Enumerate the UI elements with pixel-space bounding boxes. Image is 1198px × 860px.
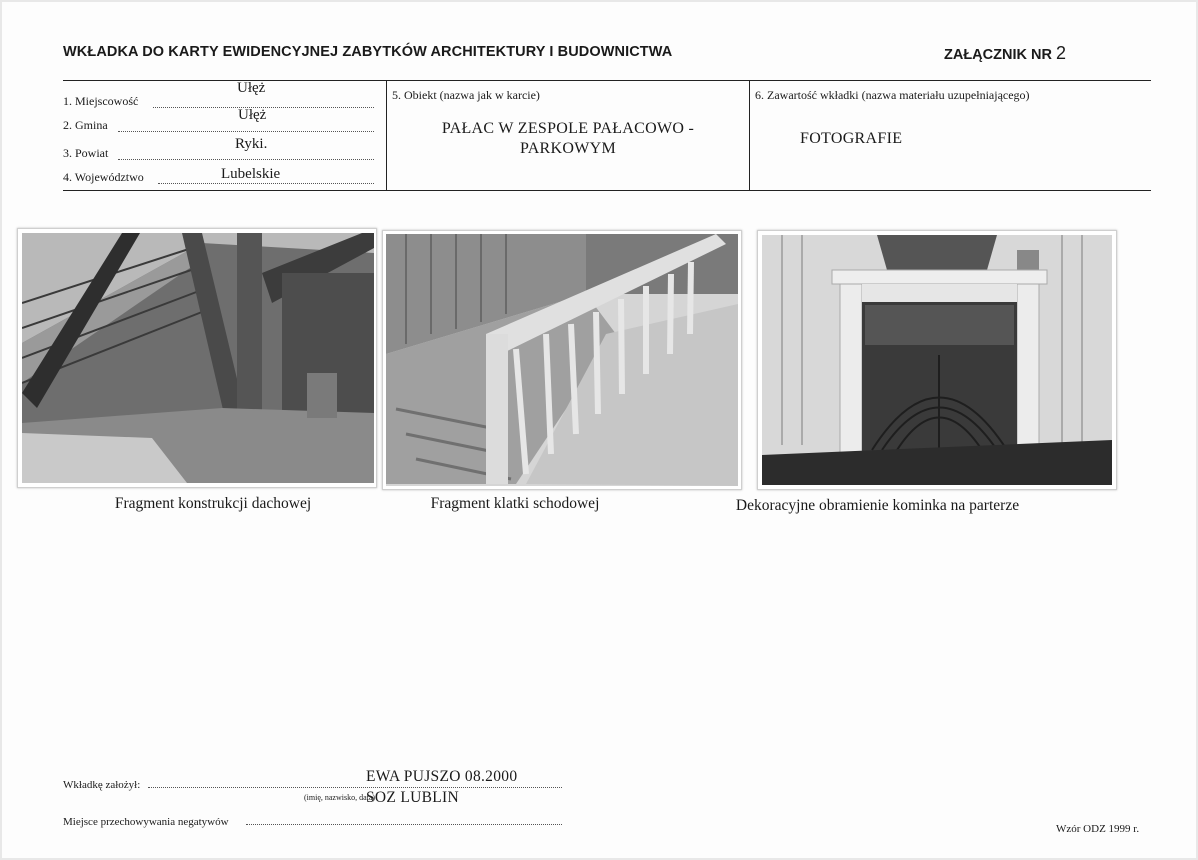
annex-label-text: ZAŁĄCZNIK NR bbox=[944, 47, 1052, 63]
commune-value: Ułęż bbox=[238, 107, 267, 123]
negatives-label: Miejsce przechowywania negatywów bbox=[63, 816, 229, 828]
photo-3-caption: Dekoracyjne obramienie kominka na parterze bbox=[735, 497, 1020, 514]
voivodeship-label: 4. Województwo bbox=[63, 170, 144, 184]
commune-row bbox=[63, 107, 374, 135]
locality-value: Ułęż bbox=[237, 80, 266, 96]
negatives-dots bbox=[246, 824, 562, 825]
object-name-line1: PAŁAC W ZESPOLE PAŁACOWO - bbox=[441, 120, 695, 137]
form-bottom-rule bbox=[63, 190, 1151, 191]
fireplace-photo-image bbox=[762, 235, 1112, 485]
voivodeship-dots bbox=[158, 183, 374, 184]
form-divider-1 bbox=[386, 80, 387, 191]
photo-2-caption: Fragment klatki schodowej bbox=[430, 495, 600, 512]
commune-label: 2. Gmina bbox=[63, 118, 108, 132]
staircase-photo-image bbox=[386, 234, 738, 486]
county-value: Ryki. bbox=[235, 136, 268, 152]
county-row bbox=[63, 136, 374, 163]
voivodeship-row bbox=[63, 167, 374, 187]
created-by-dots bbox=[148, 787, 562, 788]
county-dots bbox=[118, 159, 374, 160]
locality-label: 1. Miejscowość bbox=[63, 94, 139, 108]
commune-dots bbox=[118, 131, 374, 132]
created-by-label: Wkładkę założył: bbox=[63, 779, 141, 791]
photo-1-caption: Fragment konstrukcji dachowej bbox=[114, 495, 312, 512]
object-label: 5. Obiekt (nazwa jak w karcie) bbox=[392, 88, 540, 102]
contents-label: 6. Zawartość wkładki (nazwa materiału uzupełniającego) bbox=[755, 88, 1030, 102]
annex-label bbox=[944, 43, 1066, 64]
form-version: Wzór ODZ 1999 r. bbox=[1056, 823, 1140, 835]
county-label: 3. Powiat bbox=[63, 146, 109, 160]
photo-staircase bbox=[382, 230, 742, 490]
contents-value: FOTOGRAFIE bbox=[800, 130, 903, 147]
photo-fireplace bbox=[757, 230, 1117, 490]
form-divider-2 bbox=[749, 80, 750, 191]
annex-number: 2 bbox=[1055, 43, 1066, 63]
object-name bbox=[388, 119, 748, 159]
created-by-value: EWA PUJSZO 08.2000 bbox=[366, 768, 518, 785]
photo-roof-construction bbox=[17, 228, 377, 488]
locality-row bbox=[63, 80, 374, 111]
roof-photo-image bbox=[22, 233, 374, 483]
institution-value: SOZ LUBLIN bbox=[366, 789, 459, 806]
object-name-line2: PARKOWYM bbox=[519, 140, 617, 157]
form-top-rule bbox=[63, 80, 1151, 81]
document-title: WKŁADKA DO KARTY EWIDENCYJNEJ ZABYTKÓW ARCHITEKTURY I BUDOWNICTWA bbox=[63, 44, 673, 60]
created-by-hint: (imię, nazwisko, data) bbox=[304, 793, 376, 802]
voivodeship-value: Lubelskie bbox=[221, 166, 281, 182]
